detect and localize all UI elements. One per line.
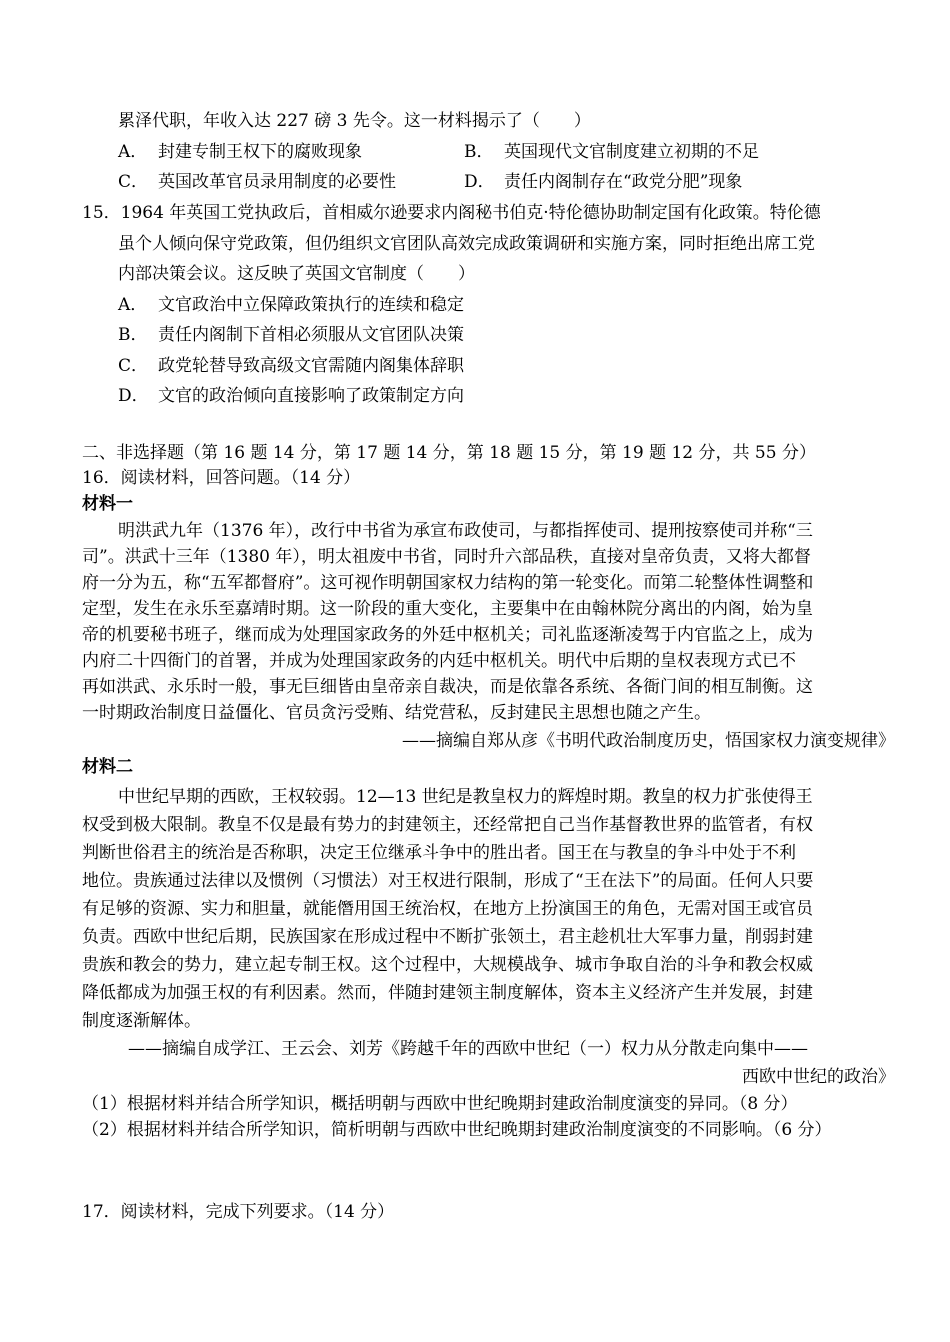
q15-stem-line-1: 15．1964 年英国工党执政后，首相威尔逊要求内阁秘书伯克·特伦德协助制定国有化政策。特伦德 [82,203,821,223]
material-1-line: 司”。洪武十三年（1380 年），明太祖废中书省，同时升六部品秩，直接对皇帝负责，又将大都督 [82,547,811,567]
material-1-line: 一时期政治制度日益僵化、官员贪污受贿、结党营私，反封建民主思想也随之产生。 [82,703,711,723]
material-2-label: 材料二 [82,757,133,777]
material-2-line: 负责。西欧中世纪后期，民族国家在形成过程中不断扩张领土，君主趁机壮大军事力量，削弱封建 [82,927,813,947]
q14-option-d [464,171,742,193]
material-1-line: 府一分为五，称“五军都督府”。这可视作明朝国家权力结构的第一轮变化。而第二轮整体性调整和 [82,573,814,593]
option-label: A． [118,295,148,315]
q16-subquestion-2: （2）根据材料并结合所学知识，简析明朝与西欧中世纪晚期封建政治制度演变的不同影响。（6 分） [82,1120,832,1140]
option-text: 责任内阁制下首相必须服从文官团队决策 [158,325,464,345]
material-2-line: 判断世俗君主的统治是否称职，决定王位继承斗争中的胜出者。国王在与教皇的争斗中处于不利 [82,843,796,863]
q15-stem-line-2: 虽个人倾向保守党政策，但仍组织文官团队高效完成政策调研和实施方案，同时拒绝出席工党 [118,234,815,254]
option-text: 责任内阁制存在“政党分肥”现象 [504,172,743,192]
option-text: 封建专制王权下的腐败现象 [158,142,362,162]
q15-option-c [118,355,464,377]
material-2-line: 贵族和教会的势力，建立起专制王权。这个过程中，大规模战争、城市争取自治的斗争和教会权威 [82,955,813,975]
option-text: 英国改革官员录用制度的必要性 [158,172,396,192]
material-2-source-line-2: 西欧中世纪的政治》 [742,1067,895,1087]
section-2-heading: 二、非选择题（第 16 题 14 分，第 17 题 14 分，第 18 题 15 分，第 19 题 12 分，共 55 分） [82,443,816,463]
material-1-line: 明洪武九年（1376 年），改行中书省为承宣布政使司，与都指挥使司、提刑按察使司并称“三 [118,521,813,541]
option-text: 英国现代文官制度建立初期的不足 [504,142,759,162]
q17-title: 17．阅读材料，完成下列要求。（14 分） [82,1202,395,1222]
q15-option-a [118,294,464,316]
material-2-line: 权受到极大限制。教皇不仅是最有势力的封建领主，还经常把自己当作基督教世界的监管者，有权 [82,815,813,835]
option-label: C． [118,356,149,376]
option-label: D． [118,386,149,406]
q14-option-b [464,141,759,163]
option-text: 政党轮替导致高级文官需随内阁集体辞职 [158,356,464,376]
option-label: B． [464,142,494,162]
material-2-source-line-1: ——摘编自成学江、王云会、刘芳《跨越千年的西欧中世纪（一）权力从分散走向集中—— [128,1039,808,1059]
material-1-line: 内府二十四衙门的首署，并成为处理国家政务的内廷中枢机关。明代中后期的皇权表现方式已不 [82,651,796,671]
option-text: 文官的政治倾向直接影响了政策制定方向 [158,386,464,406]
q15-option-d [118,385,464,407]
q15-stem-line-3: 内部决策会议。这反映了英国文官制度（ ） [118,264,475,284]
q15-option-b [118,324,464,346]
q14-option-c [118,171,396,193]
q16-title: 16．阅读材料，回答问题。（14 分） [82,468,361,488]
material-1-source: ——摘编自郑从彦《书明代政治制度历史，悟国家权力演变规律》 [402,731,895,751]
option-label: C． [118,172,149,192]
option-text: 文官政治中立保障政策执行的连续和稳定 [158,295,464,315]
q14-option-a [118,141,362,163]
material-1-line: 再如洪武、永乐时一般，事无巨细皆由皇帝亲自裁决，而是依靠各系统、各衙门间的相互制衡。这 [82,677,813,697]
material-1-label: 材料一 [82,494,133,514]
material-2-line: 制度逐渐解体。 [82,1011,201,1031]
material-2-line: 地位。贵族通过法律以及惯例（习惯法）对王权进行限制，形成了“王在法下”的局面。任何人只要 [82,871,814,891]
option-label: B． [118,325,148,345]
option-label: D． [464,172,495,192]
material-1-line: 帝的机要秘书班子，继而成为处理国家政务的外廷中枢机关；司礼监逐渐凌驾于内官监之上，成为 [82,625,813,645]
q16-subquestion-1: （1）根据材料并结合所学知识，概括明朝与西欧中世纪晚期封建政治制度演变的异同。（8 分） [82,1094,798,1114]
q14-tail: 累泽代职，年收入达 227 磅 3 先令。这一材料揭示了（ ） [118,111,591,131]
material-1-line: 定型，发生在永乐至嘉靖时期。这一阶段的重大变化，主要集中在由翰林院分离出的内阁，始为皇 [82,599,813,619]
material-2-line: 中世纪早期的西欧，王权较弱。12—13 世纪是教皇权力的辉煌时期。教皇的权力扩张使得王 [118,787,813,807]
option-label: A． [118,142,148,162]
material-2-line: 有足够的资源、实力和胆量，就能僭用国王统治权，在地方上扮演国王的角色，无需对国王或官员 [82,899,813,919]
material-2-line: 降低都成为加强王权的有利因素。然而，伴随封建领主制度解体，资本主义经济产生并发展，封建 [82,983,813,1003]
